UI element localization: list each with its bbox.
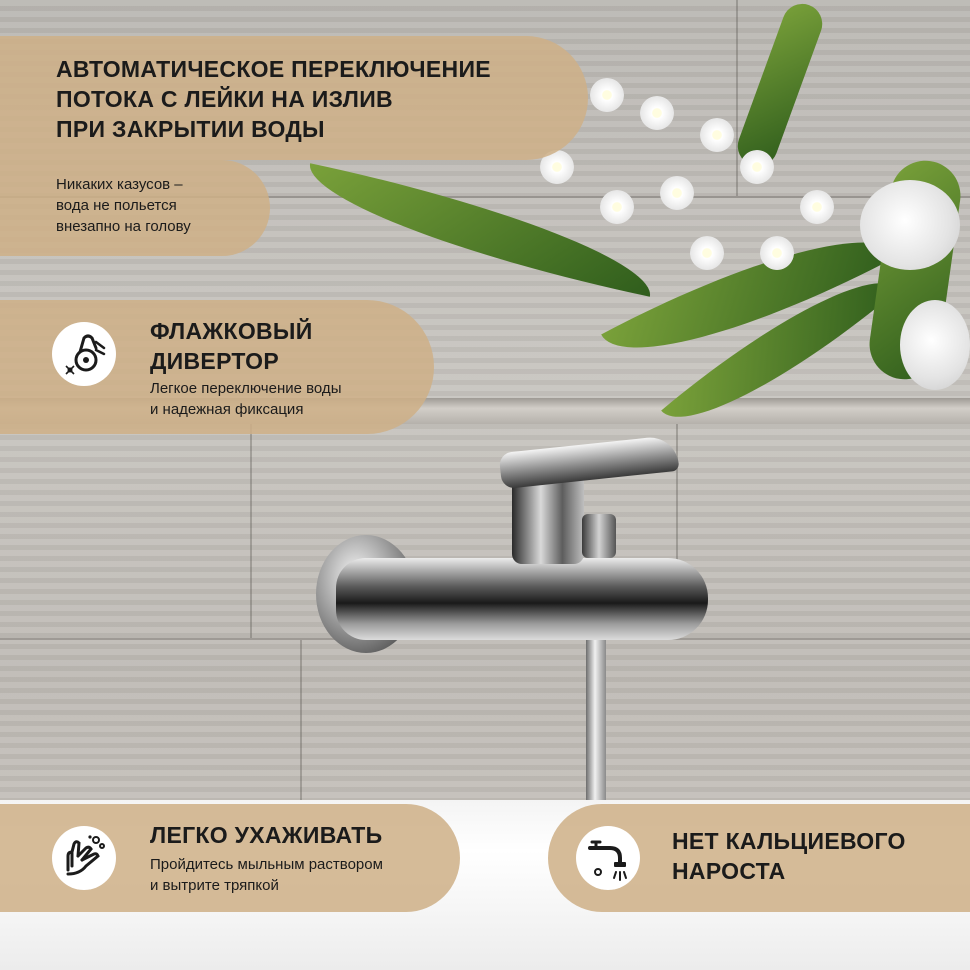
feature-title: НАРОСТА <box>672 858 786 884</box>
feature-calcium-panel <box>548 804 970 912</box>
feature-title: НЕТ КАЛЬЦИЕВОГО <box>672 828 906 854</box>
subtext-line: внезапно на голову <box>56 218 191 235</box>
subtext-line: Никаких казусов – <box>56 176 183 193</box>
tile-joint <box>250 424 252 638</box>
feature-desc: Легкое переключение воды <box>150 380 342 397</box>
tile-joint <box>300 640 302 804</box>
headline-line: ПРИ ЗАКРЫТИИ ВОДЫ <box>56 116 325 142</box>
feature-desc: и вытрите тряпкой <box>150 877 279 894</box>
subtext-panel <box>0 160 270 256</box>
headline-line: АВТОМАТИЧЕСКОЕ ПЕРЕКЛЮЧЕНИЕ <box>56 56 491 82</box>
hand-wash-icon <box>52 826 116 890</box>
faucet-drop-icon <box>576 826 640 890</box>
feature-title: ЛЕГКО УХАЖИВАТЬ <box>150 822 383 848</box>
feature-desc: и надежная фиксация <box>150 401 304 418</box>
feature-care-panel <box>0 804 460 912</box>
feature-title: ДИВЕРТОР <box>150 348 280 374</box>
tile-joint <box>736 0 738 196</box>
feature-diverter-panel <box>0 300 434 434</box>
subtext-line: вода не польется <box>56 197 177 214</box>
feature-title: ФЛАЖКОВЫЙ <box>150 318 313 344</box>
flag-diverter-icon <box>52 322 116 386</box>
headline-panel <box>0 36 588 160</box>
headline-line: ПОТОКА С ЛЕЙКИ НА ИЗЛИВ <box>56 86 393 112</box>
feature-desc: Пройдитесь мыльным раствором <box>150 856 383 873</box>
